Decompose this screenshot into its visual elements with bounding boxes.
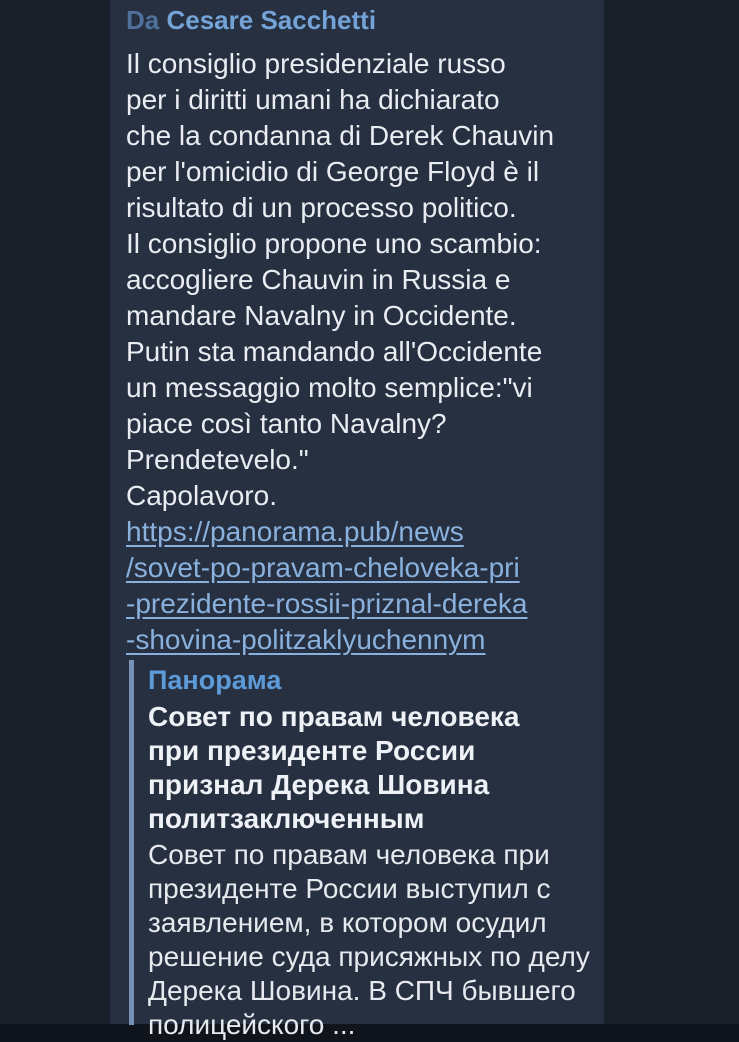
link-line[interactable]: /sovet-po-pravam-cheloveka-pri bbox=[126, 552, 520, 583]
preview-body-line: Совет по правам человека при bbox=[148, 839, 550, 870]
message-bubble bbox=[110, 0, 604, 1040]
message-line: per i diritti umani ha dichiarato bbox=[126, 84, 500, 115]
forwarded-prefix-label: Da bbox=[126, 5, 160, 35]
message-line: Il consiglio propone uno scambio: bbox=[126, 228, 542, 259]
message-line: un messaggio molto semplice:"vi bbox=[126, 372, 533, 403]
preview-title-line: признал Дерека Шовина bbox=[148, 769, 490, 800]
preview-title bbox=[148, 700, 594, 836]
chat-background-right bbox=[604, 0, 739, 1024]
message-line: accogliere Chauvin in Russia e bbox=[126, 264, 511, 295]
link-line[interactable]: -prezidente-rossii-priznal-dereka bbox=[126, 588, 528, 619]
message-line: Il consiglio presidenziale russo bbox=[126, 48, 506, 79]
message-line: piace così tanto Navalny? bbox=[126, 408, 447, 439]
message-line: risultato di un processo politico. bbox=[126, 192, 517, 223]
panorama-article-link[interactable] bbox=[126, 514, 594, 658]
chat-background-left bbox=[0, 0, 110, 1024]
preview-body-line: заявлением, в котором осудил bbox=[148, 907, 547, 938]
preview-title-line: при президенте России bbox=[148, 735, 476, 766]
forwarded-header bbox=[126, 4, 594, 36]
message-line: Prendetevelo." bbox=[126, 444, 309, 475]
forwarded-sender-name[interactable]: Cesare Sacchetti bbox=[166, 5, 377, 35]
preview-body-line: президенте России выступил с bbox=[148, 873, 551, 904]
link-line[interactable]: -shovina-politzaklyuchennym bbox=[126, 624, 486, 655]
preview-body-line: решение суда присяжных по делу bbox=[148, 941, 590, 972]
preview-body-line: Дерека Шовина. В СПЧ бывшего bbox=[148, 975, 576, 1006]
message-line: per l'omicidio di George Floyd è il bbox=[126, 156, 540, 187]
message-line: Capolavoro. bbox=[126, 480, 277, 511]
message-text bbox=[126, 46, 594, 658]
preview-body bbox=[148, 838, 594, 1042]
preview-body-line: полицейского ... bbox=[148, 1009, 356, 1040]
link-preview-card[interactable] bbox=[129, 660, 594, 1040]
preview-site-name[interactable]: Панорама bbox=[148, 665, 282, 695]
message-line: che la condanna di Derek Chauvin bbox=[126, 120, 555, 151]
preview-title-line: политзаключенным bbox=[148, 803, 425, 834]
preview-title-line: Совет по правам человека bbox=[148, 701, 520, 732]
link-line[interactable]: https://panorama.pub/news bbox=[126, 516, 464, 547]
message-line: Putin sta mandando all'Occidente bbox=[126, 336, 543, 367]
message-line: mandare Navalny in Occidente. bbox=[126, 300, 517, 331]
